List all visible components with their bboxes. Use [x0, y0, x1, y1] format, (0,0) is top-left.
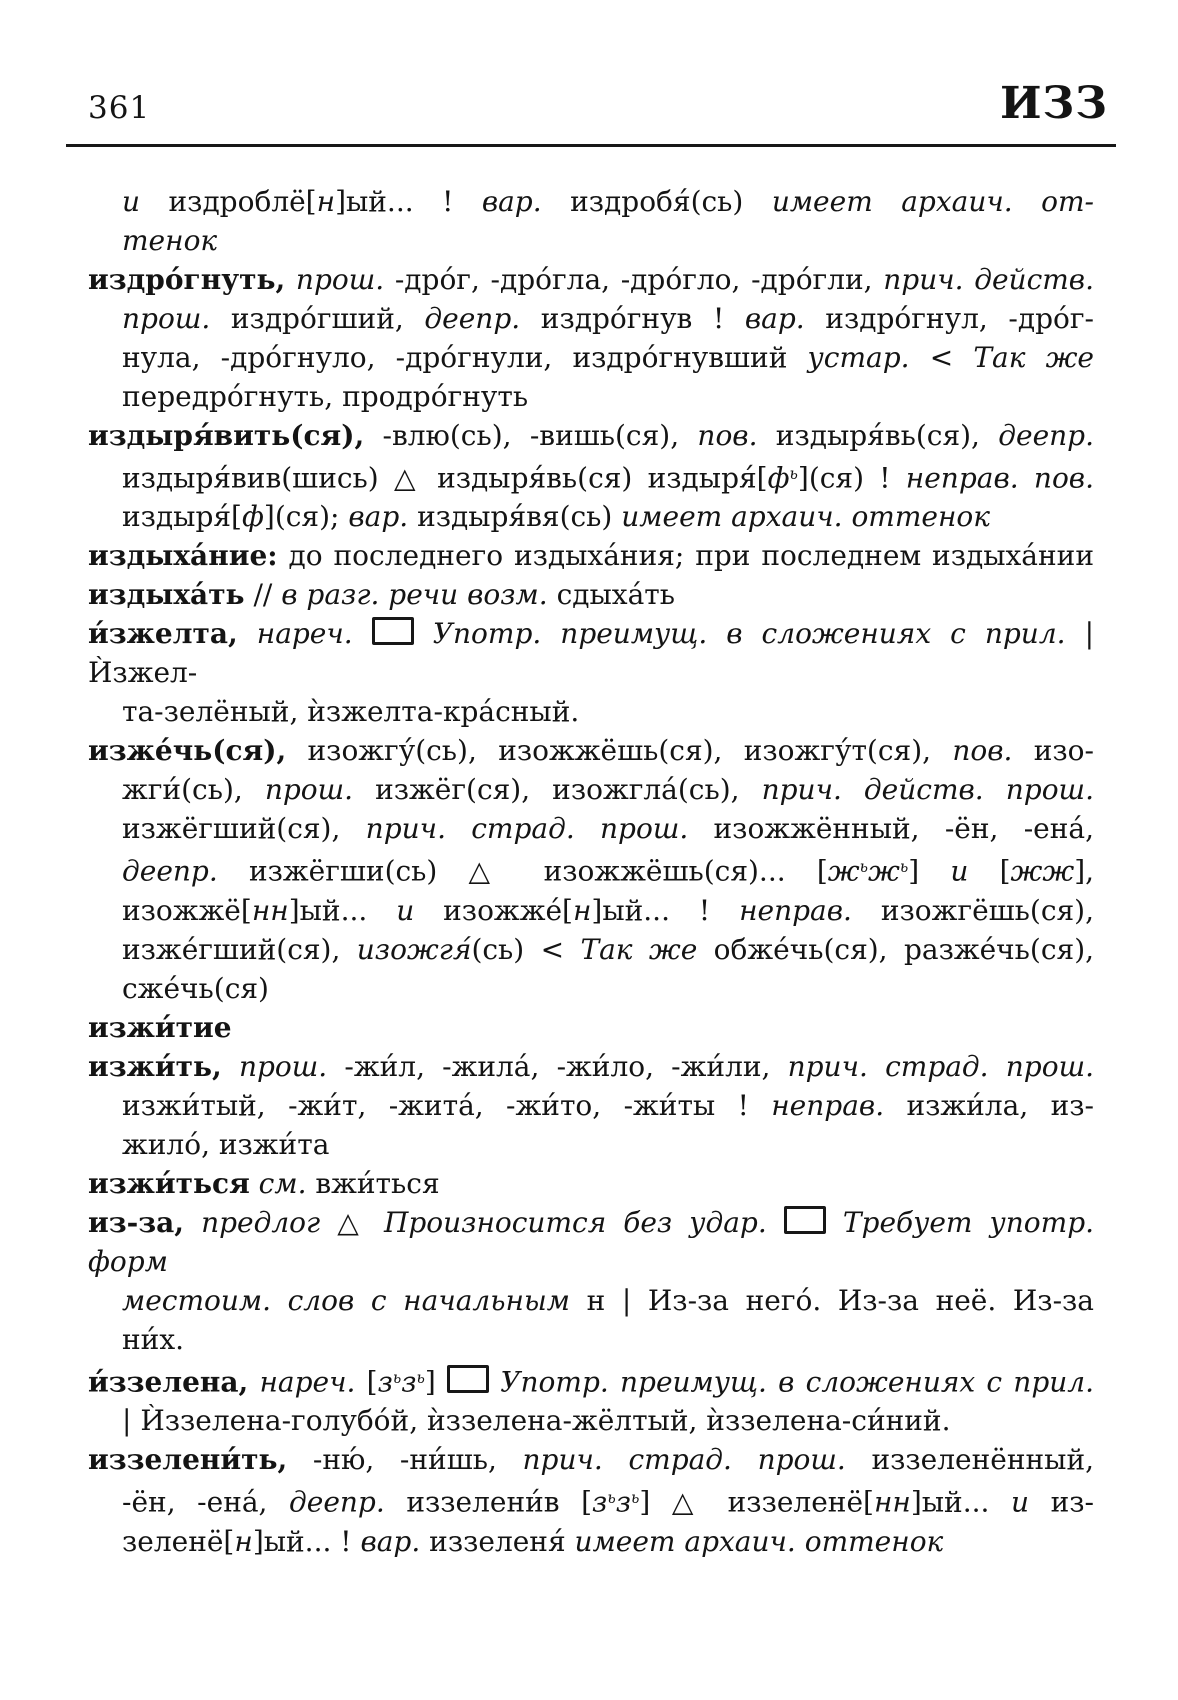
text-run: сже́чь(ся): [122, 971, 269, 1005]
text-run: изожгу́(сь), изожжёшь(ся), изожгу́т(ся),: [286, 734, 953, 768]
text-run: Произносится без удар.: [383, 1205, 767, 1239]
text-run: ь: [607, 1489, 616, 1508]
text-run: изожжённый, -ён, -ена́,: [688, 812, 1094, 846]
text-run: изожжё[: [122, 893, 252, 927]
text-run: прош.: [295, 263, 385, 296]
text-run: та-зелёный, ѝзжелта-кра́сный.: [122, 695, 580, 729]
text-run: и́ззелена,: [88, 1365, 249, 1399]
entry-iz-za: [88, 1203, 1094, 1359]
text-run: иззелени́ть,: [88, 1443, 288, 1477]
entry-line: [88, 182, 1094, 221]
text-run: изже́чь(ся),: [88, 734, 287, 768]
entry-line: [88, 416, 1094, 455]
rectangle-symbol: [447, 1365, 489, 1393]
text-run: изжи́ться: [88, 1166, 250, 1200]
entry-izzhitie: [88, 1008, 1094, 1047]
text-run: [250, 1167, 259, 1200]
text-run: изжёгши(сь) △ изожжёшь(ся)... [: [217, 854, 828, 888]
text-run: ь: [789, 465, 798, 483]
entry-line: [88, 536, 1094, 575]
rectangle-symbol: [784, 1206, 826, 1234]
text-run: сдыха́ть: [547, 578, 675, 612]
text-run: з: [592, 1485, 608, 1519]
text-run: предлог: [201, 1205, 321, 1239]
text-run: △: [320, 1205, 384, 1239]
text-run: ]ый...: [910, 1485, 1011, 1519]
text-run: устар.: [807, 341, 910, 374]
text-run: вар.: [360, 1524, 421, 1558]
text-run: прич. действ. прош.: [761, 773, 1094, 807]
text-run: пов.: [952, 734, 1013, 768]
text-run: прич. страд. прош.: [522, 1443, 846, 1477]
text-run: издро́гнуть,: [88, 263, 286, 296]
entry-izzelena: [88, 1359, 1094, 1440]
text-run: нареч.: [259, 1365, 356, 1399]
text-run: издыря́вь(ся),: [757, 419, 999, 452]
entry-line: [88, 1440, 1094, 1479]
text-run: издро́гнув !: [520, 302, 745, 335]
text-run: в разг. речи возм.: [281, 578, 548, 612]
text-run: до последнего издыха́ния; при последнем издыха́нии: [277, 539, 1094, 573]
text-run: [414, 617, 433, 650]
text-run: ж: [867, 854, 900, 888]
text-run: ж: [827, 854, 860, 888]
text-run: [489, 1365, 500, 1398]
entry-line: [88, 1479, 1094, 1521]
entry-izzhit: [88, 1047, 1094, 1164]
text-run: жж: [1010, 854, 1075, 888]
text-run: издроблё[: [140, 185, 317, 218]
text-run: и: [950, 854, 969, 888]
text-run: издыха́ть: [88, 578, 245, 612]
entry-line: [88, 1401, 1094, 1440]
entry-line: [88, 1320, 1094, 1359]
text-run: нула, -дро́гнуло, -дро́гнули, издро́гнувший: [122, 341, 808, 374]
text-run: передро́гнуть, продро́гнуть: [122, 380, 529, 413]
text-run: неправ.: [739, 893, 852, 927]
text-run: нареч.: [256, 617, 353, 651]
entry-izzhech: [88, 731, 1094, 1007]
text-run: [238, 617, 257, 650]
running-head: [88, 78, 1108, 129]
text-run: издыря́вя(сь): [408, 500, 622, 534]
text-run: имеет архаич. от-: [771, 185, 1094, 218]
text-run: [285, 263, 296, 296]
text-run: иззеленённый,: [845, 1443, 1094, 1477]
text-run: деепр.: [998, 419, 1094, 452]
entry-line: [88, 1125, 1094, 1164]
entry-line: [88, 497, 1094, 536]
entry-line: [88, 1164, 1094, 1203]
text-run: неправ. пов.: [905, 461, 1095, 495]
text-run: прич. действ.: [883, 263, 1094, 296]
entry-izdyryavit: [88, 416, 1094, 536]
text-run: -ню́, -ни́шь,: [287, 1443, 523, 1477]
text-run: -ён, -ена́,: [122, 1485, 290, 1519]
text-run: издыря́[: [122, 500, 242, 534]
text-run: [: [968, 854, 1011, 888]
text-run: ](ся) !: [797, 461, 906, 495]
text-run: изжёг(ся), изожгла́(сь),: [353, 773, 762, 807]
text-run: ф: [241, 500, 264, 534]
text-run: изжи́тый, -жи́т, -жита́, -жи́то, -жи́ты !: [122, 1088, 772, 1122]
entry-line: [88, 770, 1094, 809]
entry-line: [88, 299, 1094, 338]
text-run: изжи́ть,: [88, 1049, 222, 1083]
text-run: прич. страд. прош.: [787, 1049, 1094, 1083]
text-run: неправ.: [771, 1088, 885, 1122]
entry-line: [88, 891, 1094, 930]
section-heading: ИЗЗ: [999, 78, 1108, 129]
text-run: [222, 1050, 239, 1083]
text-run: изожгёшь(ся),: [851, 893, 1095, 927]
text-run: обже́чь(ся), разже́чь(ся),: [697, 932, 1095, 966]
text-run: Употр. преимущ. в сложениях с прил.: [432, 617, 1066, 651]
entry-line: [88, 848, 1094, 890]
text-run: прош.: [264, 773, 354, 807]
text-run: ь: [631, 1489, 640, 1508]
text-run: изжи́тие: [88, 1010, 232, 1044]
text-run: -дро́г, -дро́гла, -дро́гло, -дро́гли,: [384, 263, 884, 296]
entry-line: [88, 1522, 1094, 1561]
text-run: н: [234, 1524, 253, 1558]
entry-line: [88, 614, 1094, 692]
text-run: [: [355, 1365, 378, 1399]
entry-line: [88, 692, 1094, 731]
text-run: ]ый... !: [591, 893, 740, 927]
text-run: прош.: [122, 302, 211, 335]
text-run: зеленё[: [122, 1524, 235, 1558]
entry-line: [88, 1008, 1094, 1047]
entry-line: [88, 1047, 1094, 1086]
text-run: деепр.: [122, 854, 218, 888]
text-run: издро́гший,: [210, 302, 425, 335]
entry-line: [88, 731, 1094, 770]
text-run: деепр.: [424, 302, 521, 335]
text-run: <: [909, 341, 974, 374]
text-run: вжи́ться: [306, 1166, 440, 1200]
text-run: и: [1010, 1485, 1030, 1519]
entry-line: [88, 1086, 1094, 1125]
text-run: ь: [899, 858, 909, 877]
text-run: издробя́(сь): [541, 185, 772, 218]
text-run: издро́гнул, -дро́г-: [804, 302, 1094, 335]
text-run: н: [572, 893, 592, 927]
text-run: изжи́ла, из-: [884, 1088, 1094, 1122]
text-run: [353, 617, 372, 650]
text-run: ь: [859, 858, 868, 877]
text-run: -жи́л, -жила́, -жи́ло, -жи́ли,: [327, 1049, 788, 1083]
text-run: издыря́вить(ся),: [88, 419, 365, 452]
text-run: ]ый... !: [252, 1524, 361, 1558]
text-run: | Ѝзжел-: [88, 617, 1095, 690]
text-run: местоим. слов с начальным: [122, 1283, 570, 1317]
text-run: деепр.: [289, 1485, 385, 1519]
entry-line: [88, 930, 1094, 969]
header-rule: [66, 144, 1116, 147]
text-run: з: [615, 1485, 631, 1519]
text-run: Так же: [973, 341, 1094, 374]
text-run: ]ый...: [288, 893, 397, 927]
text-run: н: [316, 185, 336, 218]
text-run: вар.: [481, 185, 542, 218]
text-run: нн: [873, 1485, 911, 1519]
text-run: жило́, изжи́та: [122, 1127, 330, 1161]
text-run: з: [401, 1365, 417, 1399]
text-run: вар.: [744, 302, 805, 335]
text-run: издыха́ние:: [88, 539, 278, 573]
text-run: Так же: [580, 932, 698, 966]
entry-izdrognut: [88, 260, 1094, 416]
text-run: [184, 1206, 201, 1239]
entry-line: [88, 455, 1094, 497]
entry-line: [88, 969, 1094, 1008]
text-run: имеет архаич. оттенок: [574, 1524, 944, 1558]
text-run: | Ѝззелена-голубо́й, ѝззелена-жёлтый, ѝззелена-си́ний.: [122, 1404, 951, 1438]
text-run: ф: [767, 461, 790, 495]
text-run: нн: [251, 893, 289, 927]
text-run: прош.: [238, 1049, 328, 1083]
text-run: ]: [424, 1365, 448, 1399]
text-run: ]ый... !: [335, 185, 482, 218]
text-run: ](ся);: [263, 500, 349, 534]
entry-line: [88, 1281, 1094, 1320]
text-run: и: [396, 893, 415, 927]
text-run: издыря́вив(шись) △ издыря́вь(ся) издыря́[: [122, 461, 768, 495]
text-run: тенок: [122, 224, 218, 257]
text-run: изожже́[: [414, 893, 573, 927]
text-run: и: [122, 185, 141, 218]
entry-line: [88, 1359, 1094, 1401]
entry-line: [88, 260, 1094, 299]
text-run: из-за,: [88, 1205, 185, 1239]
text-run: з: [377, 1365, 393, 1399]
text-run: вар.: [348, 500, 409, 534]
entry-line: [88, 221, 1094, 260]
entry-line: [88, 1203, 1094, 1281]
entry-line: [88, 377, 1094, 416]
entry-izzelenit: [88, 1440, 1094, 1560]
entry-line: [88, 575, 1094, 614]
entry-line: [88, 809, 1094, 848]
text-run: изжёгший(ся),: [122, 812, 366, 846]
entry-izzhelta: [88, 614, 1094, 731]
text-run: [767, 1206, 784, 1239]
text-run: ни́х.: [122, 1322, 185, 1356]
text-run: имеет архаич. оттенок: [621, 500, 990, 534]
text-run: и́зжелта,: [88, 617, 238, 651]
entry-izdykhat: [88, 575, 1094, 614]
text-run: ] △ иззеленё[: [639, 1485, 874, 1519]
text-run: ],: [1074, 854, 1095, 888]
entry-izdykhanie: [88, 536, 1094, 575]
text-run: пов.: [697, 419, 758, 452]
rectangle-symbol: [372, 617, 414, 645]
text-run: Употр. преимущ. в сложениях с прил.: [500, 1365, 1095, 1399]
text-run: изо-: [1012, 734, 1094, 768]
page-number: 361: [88, 90, 151, 126]
text-run: н | Из-за него́. Из-за неё. Из-за: [569, 1283, 1094, 1317]
text-run: (сь) <: [471, 932, 581, 966]
text-run: ь: [392, 1368, 402, 1387]
text-run: изже́гший(ся),: [122, 932, 357, 966]
entry-izzhitsya: [88, 1164, 1094, 1203]
text-run: Требует употр. форм: [88, 1205, 1095, 1278]
text-run: жги́(сь),: [122, 773, 265, 807]
text-run: иззелени́в [: [384, 1485, 593, 1519]
entry-line: [88, 338, 1094, 377]
text-run: из-: [1029, 1485, 1094, 1519]
text-run: прич. страд. прош.: [365, 812, 689, 846]
text-run: изожгя́: [356, 932, 472, 966]
text-run: ь: [416, 1368, 425, 1387]
text-run: [826, 1206, 843, 1239]
text-run: -влю(сь), -вишь(ся),: [364, 419, 698, 452]
text-run: [248, 1365, 259, 1398]
text-run: иззеленя́: [420, 1524, 575, 1558]
dictionary-body: [88, 182, 1094, 1561]
text-run: см.: [258, 1166, 307, 1200]
entry-izdrobit-continuation: [88, 182, 1094, 260]
text-run: ]: [908, 854, 951, 888]
text-run: //: [244, 578, 282, 612]
